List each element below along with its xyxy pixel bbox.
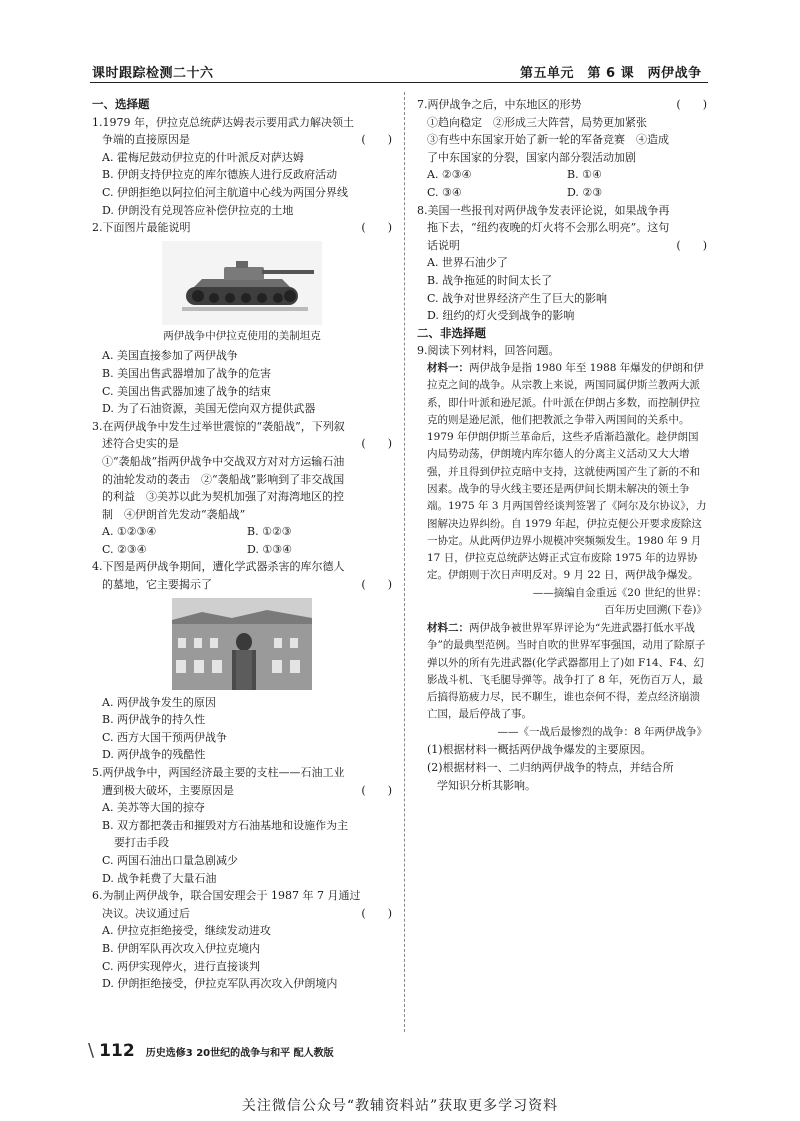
option-b: B. 两伊战争的持久性 bbox=[102, 713, 206, 727]
answer-blank: ( ) bbox=[361, 578, 392, 592]
option-b: B. 美国出售武器增加了战争的危害 bbox=[102, 366, 272, 380]
running-header-right: 第五单元 第 6 课 两伊战争 bbox=[520, 66, 702, 81]
option-d: D. 战争耗费了大量石油 bbox=[102, 871, 217, 885]
option-b: B. ①②③ bbox=[247, 525, 292, 539]
option-b: B. 伊朗军队再次攻入伊拉克境内 bbox=[102, 941, 261, 955]
statement-line: ①趋向稳定 ②形成三大阵营，局势更加紧张 bbox=[427, 115, 647, 129]
option-d: D. ①③④ bbox=[247, 542, 293, 556]
option-c: C. 两国石油出口量急剧减少 bbox=[102, 854, 239, 867]
option-d: D. 为了石油资源，美国无偿向双方提供武器 bbox=[102, 402, 316, 416]
section-heading-nonchoice: 二、非选择题 bbox=[417, 325, 486, 340]
answer-blank: ( ) bbox=[361, 221, 392, 235]
option-c: C. 西方大国干预两伊战争 bbox=[102, 730, 228, 744]
question-9 bbox=[417, 342, 707, 794]
option-d: D. 纽约的灯火受到战争的影响 bbox=[427, 309, 575, 323]
statement-line: ①“袭船战”指两伊战争中交战双方对对方运输石油 bbox=[102, 454, 345, 468]
option-a: A. ②③④ bbox=[427, 168, 472, 182]
section-heading-choice: 一、选择题 bbox=[92, 97, 150, 111]
answer-blank: ( ) bbox=[676, 238, 707, 252]
question-5 bbox=[92, 764, 392, 887]
material-1 bbox=[417, 360, 707, 585]
question-stem: 2.下面图片最能说明 bbox=[92, 221, 191, 235]
question-stem: 7.两伊战争之后，中东地区的形势 bbox=[417, 98, 582, 111]
statement-line: ③有些中东国家开始了新一轮的军备竞赛 ④造成 bbox=[427, 133, 669, 147]
right-column bbox=[417, 96, 707, 794]
answer-blank: ( ) bbox=[361, 437, 392, 451]
question-7 bbox=[417, 96, 707, 202]
option-a: A. 两伊战争发生的原因 bbox=[102, 695, 216, 709]
option-c: C. ②③④ bbox=[102, 542, 147, 556]
sub-question: 学知识分析其影响。 bbox=[437, 778, 536, 792]
answer-blank: ( ) bbox=[361, 783, 392, 797]
question-stem: 争端的直接原因是 bbox=[102, 133, 190, 147]
option-b: B. 伊朗支持伊拉克的库尔德族人进行反政府活动 bbox=[102, 168, 338, 182]
answer-blank: ( ) bbox=[361, 906, 392, 920]
question-stem: 4.下图是两伊战争期间，遭化学武器杀害的库尔德人 bbox=[92, 560, 345, 574]
tank-photo bbox=[162, 241, 322, 325]
material-label: 材料一： bbox=[427, 361, 469, 374]
sub-question: (1)根据材料一概括两伊战争爆发的主要原因。 bbox=[427, 743, 652, 757]
question-4 bbox=[92, 558, 392, 764]
question-6 bbox=[92, 887, 392, 993]
question-stem: 决议。决议通过后 bbox=[102, 906, 190, 920]
running-header-left: 课时跟踪检测二十六 bbox=[92, 66, 214, 81]
question-stem: 9.阅读下列材料，回答问题。 bbox=[417, 344, 560, 358]
material-source: ——摘编自金重远《20 世纪的世界： bbox=[532, 586, 707, 599]
option-c: C. 美国出售武器加速了战争的结束 bbox=[102, 384, 272, 398]
option-d: D. ②③ bbox=[567, 185, 603, 199]
question-stem: 8.美国一些报刊对两伊战争发表评论说，如果战争再 bbox=[417, 203, 670, 217]
question-stem: 5.两伊战争中，两国经济最主要的支柱——石油工业 bbox=[92, 766, 345, 780]
material-2 bbox=[417, 620, 707, 724]
material-text: 两伊战争是指 1980 年至 1988 年爆发的伊朗和伊拉克之间的战争。从宗教上来说，两国同属伊斯兰教两大派系，即什叶派和逊尼派。什叶派在伊朗占多数，而控制伊拉克的则是逊尼派，他们把教派之争带入两国间的关系中。1979 年伊朗伊斯兰革命后，这些矛盾渐趋激化。趁伊朗国内局势动荡，伊朗境内库尔德人的分离主义活动又大大增强，并且得到伊拉克暗中支持，这就使两国产生了新的不和因素。战争的导火线主要还是两伊间长期未解决的领土争端。1975 年 3 月两国曾经谈判签署了《阿尔及尔协议》，力图解决边界纠纷。自 1979 年起，伊拉克便公开要求废除这一协定。从此两伊边界小规模冲突频频发生。1980 年 9 月 17 日，伊拉克总统萨达姆正式宣布废除 1975 年的边界协定。伊朗则于次日声明反对。9 月 22 日，两伊战争爆发。 bbox=[427, 361, 707, 582]
sub-question: (2)根据材料一、二归纳两伊战争的特点，并结合所 bbox=[427, 760, 674, 774]
option-a: A. 美国直接参加了两伊战争 bbox=[102, 349, 238, 363]
question-stem: 6.为制止两伊战争，联合国安理会于 1987 年 7 月通过 bbox=[92, 889, 361, 903]
cemetery-photo bbox=[172, 598, 312, 690]
page-number: 112 bbox=[99, 1041, 135, 1061]
material-source: 百年历史回溯(下卷)》 bbox=[604, 604, 707, 617]
option-a: A. 伊拉克拒绝接受，继续发动进攻 bbox=[102, 924, 271, 938]
left-column bbox=[92, 96, 392, 993]
option-a: A. 美苏等大国的掠夺 bbox=[102, 801, 205, 815]
option-d: D. 两伊战争的残酷性 bbox=[102, 748, 206, 762]
option-d: D. 伊朗拒绝接受，伊拉克军队再次攻入伊朗境内 bbox=[102, 977, 338, 991]
material-text: 两伊战争被世界军界评论为“先进武器打低水平战争”的最典型范例。当时自吹的世界军事强国，动用了除原子弹以外的所有先进武器(化学武器都用上了)如 F14、F4、幻影战斗机、飞毛腿导弹等。战争打了 8 年，死伤百万人，最后搞得筋疲力尽，民不聊生，谁也奈何不得，差点经济崩溃亡国，最后停战了事。 bbox=[427, 621, 706, 721]
footer-text: 历史选修3 20世纪的战争与和平 配人教版 bbox=[145, 1048, 334, 1059]
header-rule bbox=[90, 82, 708, 83]
question-8 bbox=[417, 202, 707, 325]
question-stem: 拖下去，“纽约夜晚的灯火将不会那么明亮”。这句 bbox=[427, 221, 670, 235]
statement-line: 的利益 ③美苏以此为契机加强了对海湾地区的控 bbox=[102, 490, 344, 504]
option-a: A. 世界石油少了 bbox=[427, 256, 508, 270]
option-d: D. 伊朗没有兑现答应补偿伊拉克的土地 bbox=[102, 203, 294, 217]
option-c: C. 伊朗拒绝以阿拉伯河主航道中心线为两国分界线 bbox=[102, 185, 349, 199]
statement-line: 制 ④伊朗首先发动“袭船战” bbox=[102, 507, 246, 521]
option-b: B. 双方都把袭击和摧毁对方石油基地和设施作为主 bbox=[102, 818, 349, 832]
watermark-note: 关注微信公众号“教辅资料站”获取更多学习资料 bbox=[241, 1098, 559, 1114]
answer-blank: ( ) bbox=[676, 98, 707, 111]
option-b-continued: 要打击手段 bbox=[114, 836, 169, 850]
option-b: B. 战争拖延的时间太长了 bbox=[427, 273, 553, 287]
figure-caption: 两伊战争中伊拉克使用的美制坦克 bbox=[163, 329, 321, 342]
page-footer: \ 112 历史选修3 20世纪的战争与和平 配人教版 bbox=[88, 1040, 334, 1061]
column-divider bbox=[404, 92, 405, 1032]
option-a: A. 霍梅尼鼓动伊拉克的什叶派反对萨达姆 bbox=[102, 150, 304, 164]
question-stem: 的墓地，它主要揭示了 bbox=[102, 578, 212, 592]
statement-line: 的油轮发动的袭击 ②“袭船战”影响到了非交战国 bbox=[102, 472, 345, 486]
question-stem: 3.在两伊战争中发生过举世震惊的“袭船战”，下列叙 bbox=[92, 419, 345, 433]
option-b: B. ①④ bbox=[567, 168, 602, 182]
question-2 bbox=[92, 219, 392, 418]
material-label: 材料二： bbox=[427, 621, 469, 634]
material-source: ——《一战后最惨烈的战争：8 年两伊战争》 bbox=[497, 725, 707, 738]
option-c: C. 两伊实现停火，进行直接谈判 bbox=[102, 959, 261, 973]
option-c: C. ③④ bbox=[427, 185, 462, 199]
option-c: C. 战争对世界经济产生了巨大的影响 bbox=[427, 291, 608, 305]
question-stem: 话说明 bbox=[427, 238, 460, 252]
answer-blank: ( ) bbox=[361, 133, 392, 147]
statement-line: 了中东国家的分裂，国家内部分裂活动加剧 bbox=[427, 150, 636, 164]
question-1 bbox=[92, 114, 392, 220]
question-3 bbox=[92, 418, 392, 559]
question-stem: 1.1979 年，伊拉克总统萨达姆表示要用武力解决领土 bbox=[92, 115, 354, 129]
option-a: A. ①②③④ bbox=[102, 525, 157, 539]
question-stem: 遭到极大破坏，主要原因是 bbox=[102, 783, 234, 797]
question-stem: 述符合史实的是 bbox=[102, 437, 179, 451]
